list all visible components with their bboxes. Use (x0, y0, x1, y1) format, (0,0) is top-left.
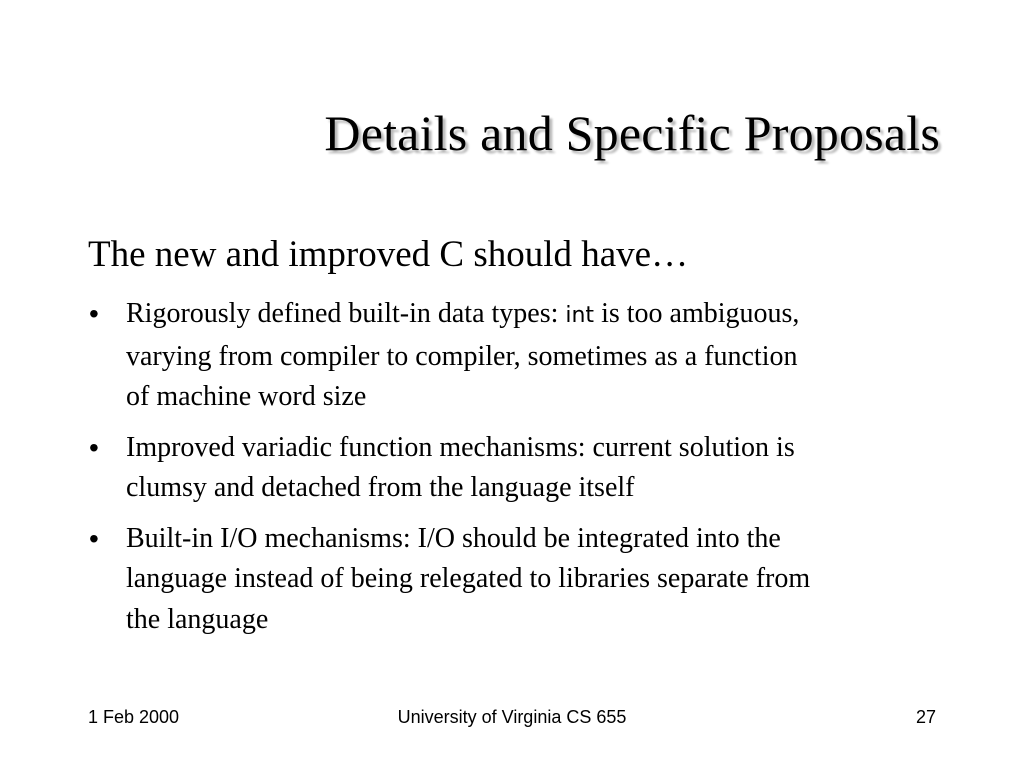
bullet-item-io (88, 519, 948, 641)
bullet-list (88, 294, 948, 650)
bullet-marker: • (89, 298, 99, 329)
code-keyword: int (565, 303, 595, 328)
bullet-text: Rigorously defined built-in data types: int is too ambiguous, varying from compiler to compiler, sometimes as a function of machine word size (126, 298, 800, 412)
slide-title: Details and Specific Proposals (324, 105, 940, 161)
bullet-text: Improved variadic function mechanisms: current solution is clumsy and detached from the language itself (126, 431, 795, 503)
bullet-marker: • (89, 522, 99, 554)
bullet-item-data-types (88, 294, 948, 418)
footer-date: 1 Feb 2000 (88, 707, 180, 727)
bullet-item-variadic (88, 428, 948, 509)
bullet-text: Built-in I/O mechanisms: I/O should be integrated into the language instead of being relegated to libraries separate from the language (126, 522, 811, 635)
intro-text: The new and improved C should have… (88, 234, 689, 275)
footer-course: University of Virginia CS 655 (397, 707, 627, 727)
footer-page-number: 27 (915, 707, 936, 727)
bullet-marker: • (89, 431, 99, 463)
